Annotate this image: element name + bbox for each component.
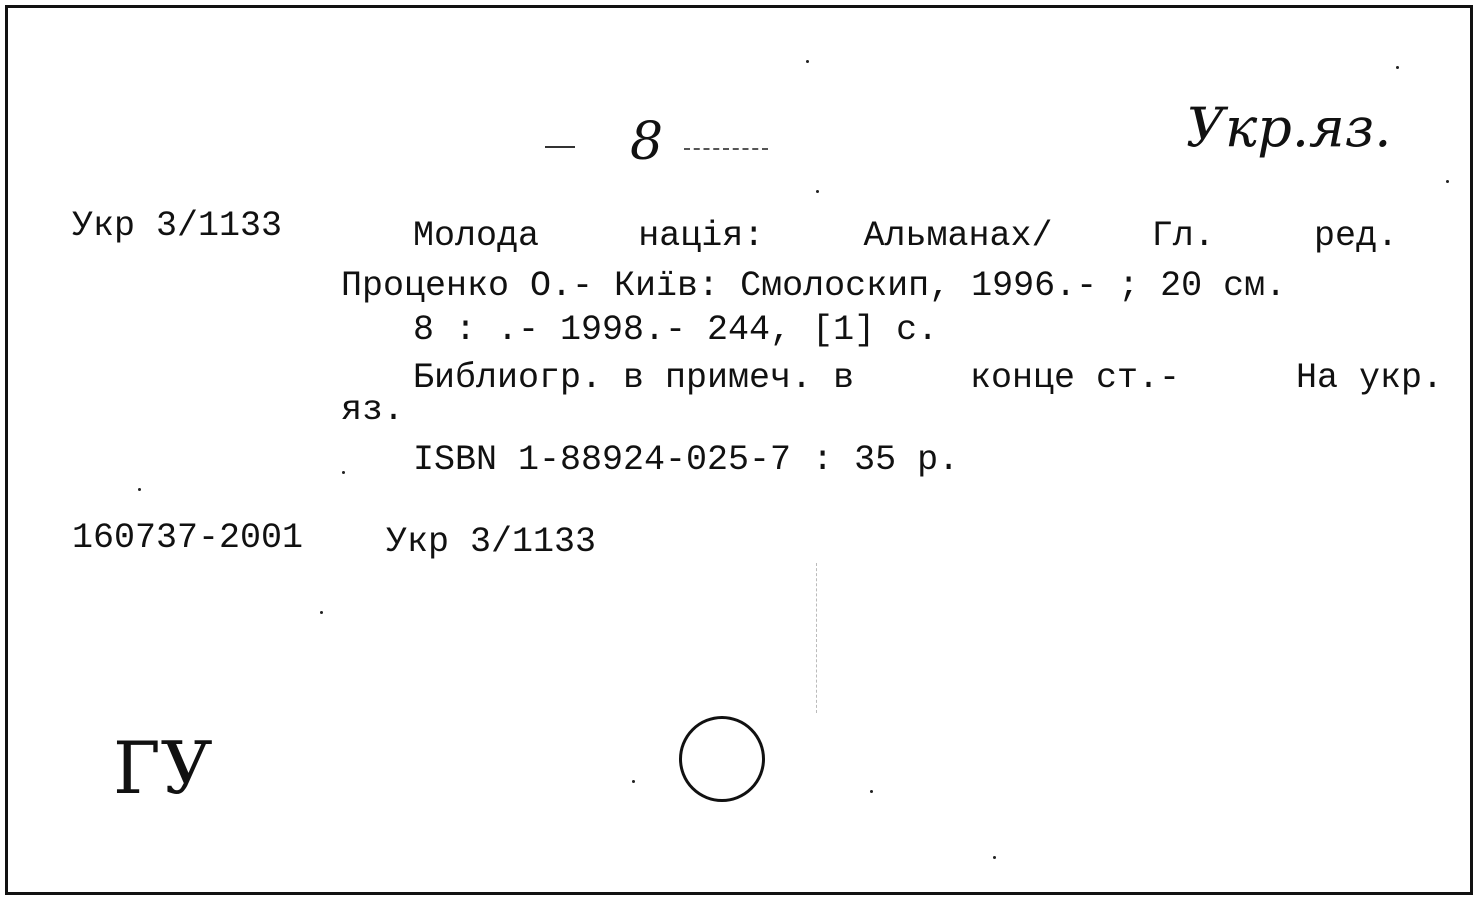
- title-line: [413, 216, 1398, 256]
- notes-part: Библиогр. в примеч. в: [413, 358, 855, 398]
- scan-speck: [806, 60, 809, 63]
- isbn-line: ISBN 1-88924-025-7 : 35 р.: [413, 440, 960, 480]
- title-word: Гл.: [1151, 216, 1215, 256]
- notes-continuation: яз.: [341, 390, 405, 430]
- scan-speck: [816, 190, 819, 193]
- catalog-card: [5, 5, 1473, 895]
- accession-number: 160737-2001: [72, 518, 304, 558]
- scan-speck: [1446, 180, 1449, 183]
- top-dash-left: [545, 146, 575, 148]
- title-word: нація:: [638, 216, 765, 256]
- top-dash-right: [684, 148, 768, 150]
- title-word: Молода: [413, 216, 540, 256]
- call-number: Укр 3/1133: [72, 206, 283, 246]
- handwritten-initials: ГУ: [113, 726, 213, 810]
- notes-part: На укр.: [1295, 358, 1443, 398]
- notes-line: [413, 358, 1443, 398]
- handwritten-number: 8: [630, 112, 664, 172]
- notes-part: конце ст.-: [970, 358, 1181, 398]
- handwritten-language-note: Укр.яз.: [1186, 96, 1392, 159]
- punch-hole: [679, 716, 765, 802]
- title-word: ред.: [1313, 216, 1398, 256]
- scan-speck: [870, 790, 873, 793]
- scan-speck: [342, 471, 345, 474]
- scan-speck: [320, 611, 323, 614]
- fold-mark: [816, 563, 817, 713]
- accession-call-number: Укр 3/1133: [386, 522, 597, 562]
- scan-speck: [993, 856, 996, 859]
- scan-speck: [632, 780, 635, 783]
- title-word: Альманах/: [863, 216, 1053, 256]
- volume-line: 8 : .- 1998.- 244, [1] с.: [413, 310, 939, 350]
- scan-speck: [138, 488, 141, 491]
- editor-publisher-line: Проценко О.- Київ: Смолоскип, 1996.- ; 20 см.: [341, 266, 1287, 306]
- scan-speck: [1396, 66, 1399, 69]
